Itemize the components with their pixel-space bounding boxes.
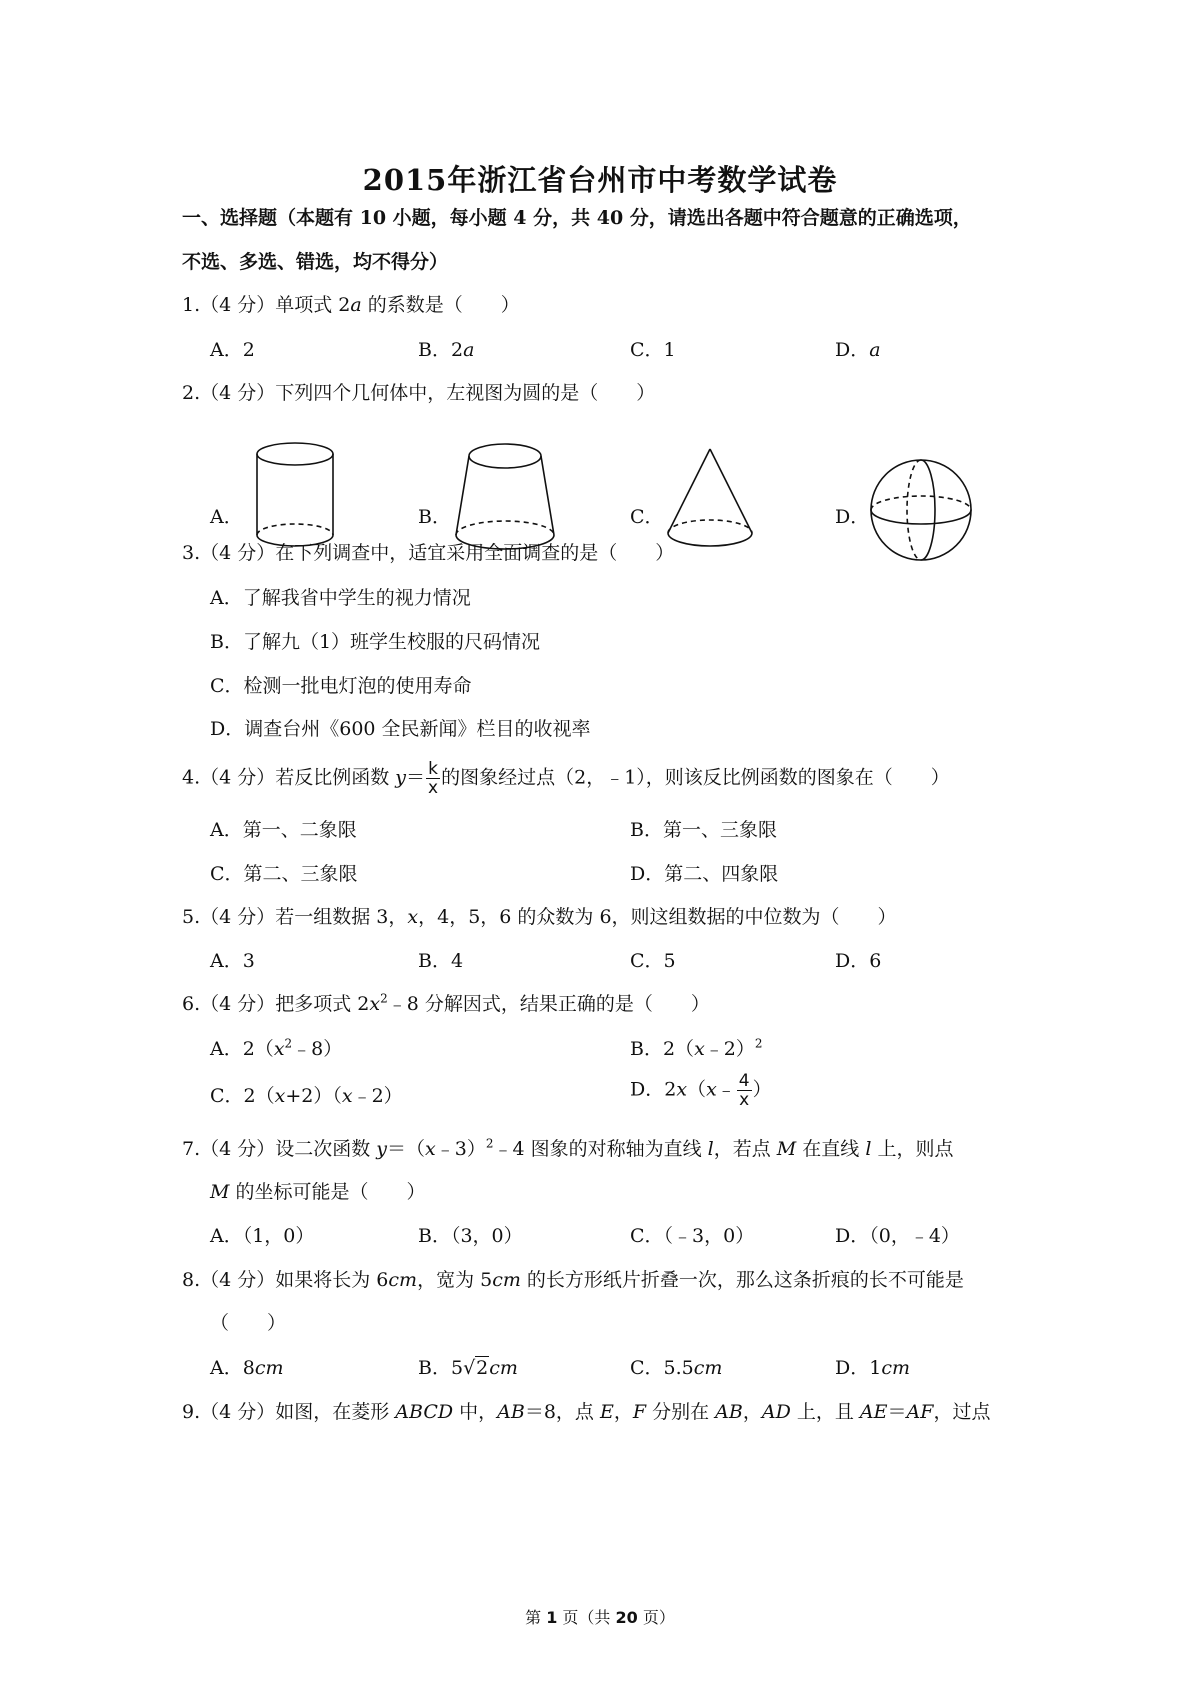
q7-option-b: B．（3，0） bbox=[418, 1225, 523, 1247]
q5-option-d: D．6 bbox=[835, 950, 882, 972]
q8-option-b: B．5√2cm bbox=[418, 1357, 518, 1379]
q2-option-b: B． bbox=[418, 506, 451, 528]
q6-option-d: D．2x（x﹣ $\frac{4}{x}$ ） bbox=[630, 1071, 772, 1110]
q7-option-c: C．（﹣3，0） bbox=[630, 1225, 755, 1247]
question-7-stem: 7.（4 分）设二次函数 y＝（x﹣3）$^2$﹣4 图象的对称轴为直线 l，若点 M 在直线 l 上，则点 bbox=[182, 1136, 954, 1160]
q3-option-b: B．了解九（1）班学生校服的尺码情况 bbox=[210, 631, 541, 653]
question-9-stem: 9.（4 分）如图，在菱形 ABCD 中，AB＝8，点 E，F 分别在 AB，AD 上，且 AE＝AF，过点 bbox=[182, 1401, 991, 1423]
question-2-stem: 2.（4 分）下列四个几何体中，左视图为圆的是（ ） bbox=[182, 382, 656, 404]
question-1-stem: 1.（4 分）单项式 2a 的系数是（ ） bbox=[182, 294, 520, 316]
q6-option-a: A．$2(x^2﹣8)$ bbox=[210, 1036, 343, 1060]
q5-option-b: B．4 bbox=[418, 950, 464, 972]
q8-option-d: D．1cm bbox=[835, 1357, 910, 1379]
q1-option-a: A．2 bbox=[210, 339, 255, 361]
question-4-stem: 4.（4 分）若反比例函数 y＝ $\frac{k}{x}$ 的图象经过点（2，﹣1），则该反比例函数的图象在（ ） bbox=[182, 759, 950, 798]
fraction-k-over-x: $\frac{k}{x}$ bbox=[428, 759, 439, 798]
q6-option-b: B．2（x﹣2）$^2$ bbox=[630, 1036, 763, 1060]
q5-option-c: C．5 bbox=[630, 950, 676, 972]
section-header-line1: 一、选择题（本题有 10 小题，每小题 4 分，共 40 分，请选出各题中符合题意的正确选项， bbox=[182, 207, 972, 229]
question-8-stem: 8.（4 分）如果将长为 6cm，宽为 5cm 的长方形纸片折叠一次，那么这条折痕的长不可能是 bbox=[182, 1269, 964, 1291]
q7-option-d: D．（0，﹣4） bbox=[835, 1225, 960, 1247]
page-footer: 第 1 页（共 20 页） bbox=[525, 1608, 675, 1627]
q6-option-c: C．2（x+2）（x﹣2） bbox=[210, 1085, 403, 1107]
q3-option-d: D．调查台州《600 全民新闻》栏目的收视率 bbox=[210, 718, 591, 740]
q1-option-c: C．1 bbox=[630, 339, 676, 361]
q4-option-b: B．第一、三象限 bbox=[630, 819, 777, 841]
cylinder-figure bbox=[250, 440, 340, 552]
q8-option-c: C．5.5cm bbox=[630, 1357, 723, 1379]
q2-option-d: D． bbox=[835, 506, 870, 528]
cone-figure bbox=[660, 445, 760, 555]
question-6-stem: 6.（4 分）把多项式 $2x^2﹣8$ 分解因式，结果正确的是（ ） bbox=[182, 991, 710, 1015]
q8-option-a: A．8cm bbox=[210, 1357, 284, 1379]
q2-option-a: A． bbox=[210, 506, 243, 528]
question-8-stem-line2: （ ） bbox=[210, 1312, 287, 1334]
q7-option-a: A．（1，0） bbox=[210, 1225, 315, 1247]
q2-option-c: C． bbox=[630, 506, 664, 528]
fraction-4-over-x: $\frac{4}{x}$ bbox=[738, 1071, 750, 1110]
q1-option-b: B．2a bbox=[418, 339, 475, 361]
q4-option-c: C．第二、三象限 bbox=[210, 863, 358, 885]
q4-option-a: A．第一、二象限 bbox=[210, 819, 357, 841]
question-5-stem: 5.（4 分）若一组数据 3，x，4，5，6 的众数为 6，则这组数据的中位数为（ ） bbox=[182, 906, 897, 928]
q1-option-d: D．a bbox=[835, 339, 881, 361]
square-root-2: √2 bbox=[463, 1357, 489, 1379]
q5-option-a: A．3 bbox=[210, 950, 255, 972]
q3-option-c: C．检测一批电灯泡的使用寿命 bbox=[210, 675, 472, 697]
page-title: 2015年浙江省台州市中考数学试卷 bbox=[362, 163, 838, 197]
question-3-stem: 3.（4 分）在下列调查中，适宜采用全面调查的是（ ） bbox=[182, 542, 675, 564]
section-header-line2: 不选、多选、错选，均不得分） bbox=[182, 251, 449, 273]
q4-option-d: D．第二、四象限 bbox=[630, 863, 779, 885]
question-7-stem-line2: M 的坐标可能是（ ） bbox=[210, 1181, 426, 1203]
sphere-figure bbox=[866, 455, 976, 565]
q3-option-a: A．了解我省中学生的视力情况 bbox=[210, 587, 471, 609]
